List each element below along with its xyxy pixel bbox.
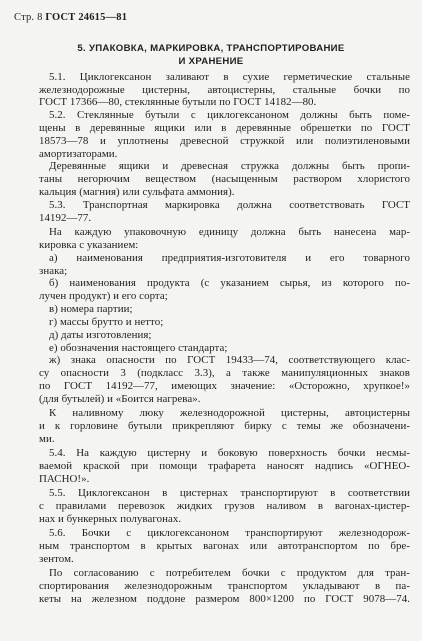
- standard-number: 24615—81: [78, 12, 128, 23]
- text-line: На каждую упаковочную единицу должна быть нанесена мар-: [49, 226, 410, 238]
- text-line: ваемой краской при помощи трафарета наносят надпись «ОГНЕО-: [39, 460, 410, 472]
- text-line: б) наименования продукта (с указанием сырья, из которого по-: [49, 277, 410, 289]
- text-line: и к горловине бутыли прикрепляют бирку с темы же обозначени-: [39, 420, 410, 432]
- text-line: щены в деревянные ящики или в деревянные обрешетки по ГОСТ: [39, 122, 410, 134]
- text-line: ми.: [39, 433, 55, 445]
- text-line: 14192—77.: [39, 212, 92, 224]
- text-line: д) даты изготовления;: [49, 329, 152, 341]
- text-line: железнодорожные цистерны, автоцистерны, стальные бочки по: [39, 84, 410, 96]
- text-line: в) номера партии;: [49, 303, 133, 315]
- text-line: 18573—78 и уплотнены древесной стружкой или полиэтиленовыми: [39, 135, 410, 147]
- text-line: 5.4. На каждую цистерну и боковую поверхность бочки несмы-: [49, 447, 410, 459]
- text-line: 5.3. Транспортная маркировка должна соответствовать ГОСТ: [49, 199, 410, 211]
- text-line: знака;: [39, 265, 68, 277]
- text-line: кальция (магния) или сульфата аммония).: [39, 186, 235, 198]
- text-line: спортирования железнодорожным транспортом укладывают в па-: [39, 580, 410, 592]
- text-line: По согласованию с потребителем бочки с продуктом для тран-: [49, 567, 410, 579]
- section-title-continued: И ХРАНЕНИЕ: [178, 56, 244, 67]
- text-line: Деревянные ящики и древесная стружка должны быть пропи-: [49, 160, 410, 172]
- text-line: ГОСТ 17366—80, стеклянные бутыли по ГОСТ 14182—80.: [39, 96, 317, 108]
- section-title: 5. УПАКОВКА, МАРКИРОВКА, ТРАНСПОРТИРОВАНИЕ: [77, 43, 345, 54]
- page-number: Стр. 8: [14, 12, 43, 23]
- text-line: нах и бункерных полувагонах.: [39, 513, 182, 525]
- text-line: 5.2. Стеклянные бутыли с циклогексаноном должны быть поме-: [49, 109, 410, 121]
- text-line: ным транспортом в крытых вагонах или автотранспортом по бре-: [39, 540, 410, 552]
- text-line: кировка с указанием:: [39, 239, 139, 251]
- text-line: по ГОСТ 14192—77, имеющих значение: «Осторожно, хрупкое!»: [39, 380, 410, 392]
- text-line: К наливному люку железнодорожной цистерны, автоцистерны: [49, 407, 410, 419]
- text-line: (для бутылей) и «Боится нагрева».: [39, 393, 201, 405]
- text-line: лучен продукт) и его сорта;: [39, 290, 168, 302]
- text-line: г) массы брутто и нетто;: [49, 316, 164, 328]
- text-line: зентом.: [39, 553, 74, 565]
- text-line: с правилами перевозок жидких грузов наливом в вагонах-цистер-: [39, 500, 410, 512]
- text-line: е) обозначения настоящего стандарта;: [49, 342, 228, 354]
- text-line: 5.1. Циклогексанон заливают в сухие герметические стальные: [49, 71, 410, 83]
- text-line: кеты на железном поддоне размером 800×1200 по ГОСТ 9078—74.: [39, 593, 410, 605]
- page-header: [14, 12, 127, 23]
- text-line: 5.5. Циклогексанон в цистернах транспортируют в соответствии: [49, 487, 410, 499]
- text-line: таны негорючим веществом (насыщенным раствором хлористого: [39, 173, 410, 185]
- text-line: ж) знака опасности по ГОСТ 19433—74, соответствующего клас-: [49, 354, 410, 366]
- text-line: ПАСНО!».: [39, 473, 90, 485]
- standard-label: ГОСТ: [45, 12, 76, 23]
- text-line: 5.6. Бочки с циклогексаноном транспортируют железнодорож-: [49, 527, 410, 539]
- text-line: а) наименования предприятия-изготовителя и его товарного: [49, 252, 410, 264]
- text-line: амортизаторами.: [39, 148, 118, 160]
- text-line: су опасности 3 (подкласс 3.3), а также манипуляционных знаков: [39, 367, 410, 379]
